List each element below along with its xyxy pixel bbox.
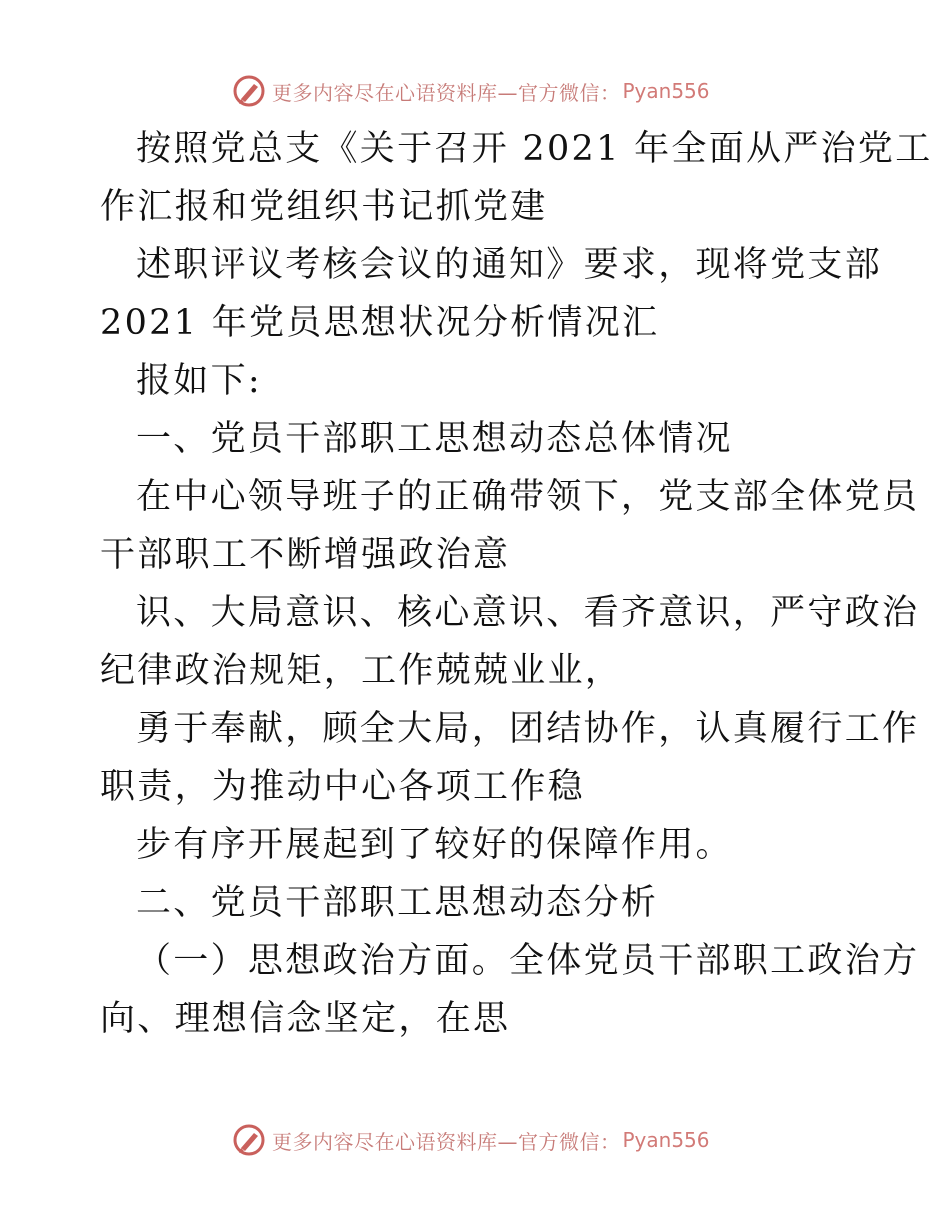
watermark-id: Pyan556 [622, 1128, 710, 1152]
doc-line-10: 纪律政治规矩，工作兢兢业业， [100, 651, 623, 691]
doc-line-3: 述职评议考核会议的通知》要求，现将党支部 [136, 245, 883, 285]
doc-line-2: 作汇报和党组织书记抓党建 [100, 187, 548, 227]
watermark-text: 更多内容尽在心语资料库—官方微信： [272, 1129, 621, 1154]
doc-line-15: （一）思想政治方面。全体党员干部职工政治方 [136, 941, 920, 981]
doc-line-9: 识、大局意识、核心意识、看齐意识，严守政治 [136, 593, 920, 633]
pen-circle-logo-icon [232, 74, 266, 108]
doc-line-7: 在中心领导班子的正确带领下，党支部全体党员 [136, 477, 920, 517]
doc-line-12: 职责，为推动中心各项工作稳 [100, 767, 585, 807]
doc-line-16: 向、理想信念坚定，在思 [100, 999, 511, 1039]
doc-line-5: 报如下: [136, 361, 262, 401]
watermark-id: Pyan556 [622, 79, 710, 103]
doc-line-8: 干部职工不断增强政治意 [100, 535, 511, 575]
doc-line-4: 2021 年党员思想状况分析情况汇 [100, 303, 660, 343]
document-body [100, 120, 933, 1048]
doc-line-11: 勇于奉献，顾全大局，团结协作，认真履行工作 [136, 709, 920, 749]
footer-watermark [232, 1122, 710, 1158]
doc-line-1: 按照党总支《关于召开 2021 年全面从严治党工 [136, 129, 933, 169]
watermark-text: 更多内容尽在心语资料库—官方微信： [272, 80, 621, 105]
section-heading-2: 二、党员干部职工思想动态分析 [136, 883, 659, 923]
section-heading-1: 一、党员干部职工思想动态总体情况 [136, 419, 733, 459]
header-watermark [232, 73, 710, 109]
doc-line-13: 步有序开展起到了较好的保障作用。 [136, 825, 733, 865]
pen-circle-logo-icon [232, 1123, 266, 1157]
